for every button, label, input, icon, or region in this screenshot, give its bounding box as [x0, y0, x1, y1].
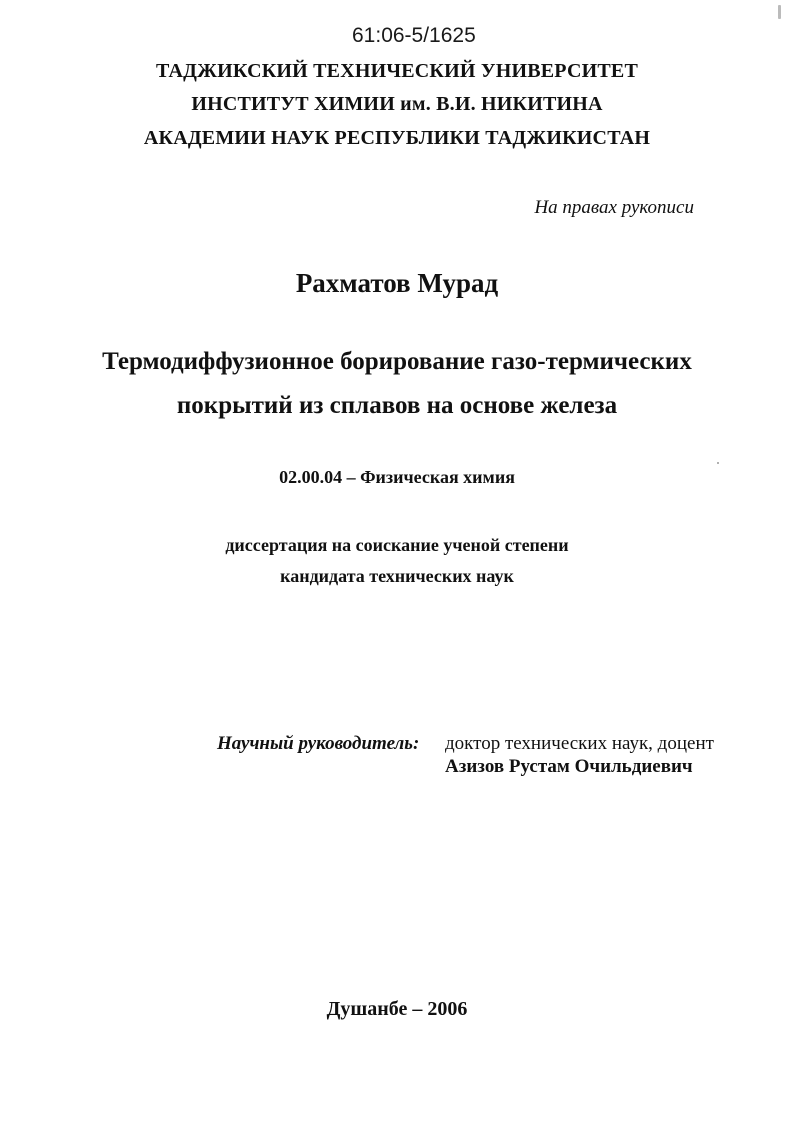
manuscript-rights-note: На правах рукописи	[534, 197, 694, 218]
specialty-code: 02.00.04 – Физическая химия	[279, 467, 515, 487]
supervisor-degree: доктор технических наук, доцент	[445, 733, 714, 754]
degree-line-1: диссертация на соискание ученой степени	[225, 535, 569, 555]
author-name: Рахматов Мурад	[295, 268, 499, 298]
scan-edge-mark	[778, 5, 781, 19]
thesis-title-line-1: Термодиффузионное борирование газо-термических	[102, 348, 692, 375]
institution-line-1: ТАДЖИКСКИЙ ТЕХНИЧЕСКИЙ УНИВЕРСИТЕТ	[155, 60, 638, 82]
institution-line-2: ИНСТИТУТ ХИМИИ им. В.И. НИКИТИНА	[191, 93, 603, 115]
institution-line-3: АКАДЕМИИ НАУК РЕСПУБЛИКИ ТАДЖИКИСТАН	[143, 127, 651, 149]
supervisor-label: Научный руководитель:	[217, 733, 420, 754]
archive-stamp: 61:06-5/1625	[352, 24, 476, 47]
scan-speck	[717, 462, 719, 464]
city-year: Душанбе – 2006	[326, 998, 468, 1020]
degree-line-2: кандидата технических наук	[280, 566, 514, 586]
supervisor-name: Азизов Рустам Очильдиевич	[445, 756, 693, 777]
thesis-title-line-2: покрытий из сплавов на основе железа	[176, 392, 618, 419]
